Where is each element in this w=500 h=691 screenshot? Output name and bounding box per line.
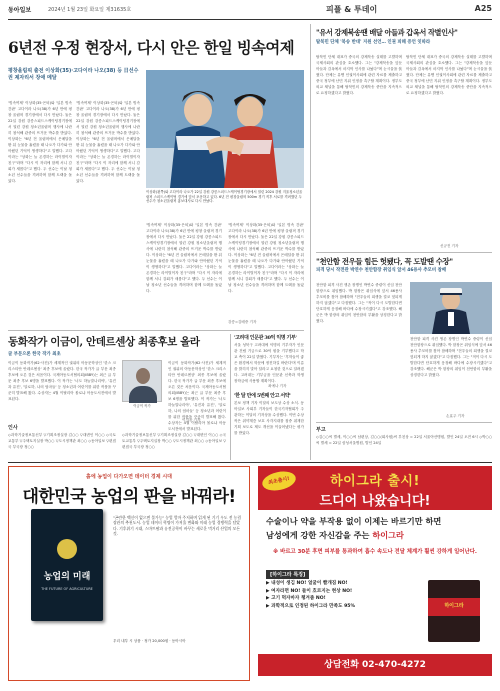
story3-byline: 최예나 기자 xyxy=(268,384,287,388)
feature-list-heading: [하이그라 특징] xyxy=(266,570,309,579)
story2-sub: 글 부문으론 한국 작가 최초 xyxy=(8,352,61,357)
book-subtitle: THE FUTURE OF AGRICULTURE xyxy=(41,587,93,591)
story5-headline: "유서 강제북송땐 배달 아들과 갑옥서 작별인사" xyxy=(316,28,458,37)
story2-byline: 이지윤 기자 xyxy=(182,418,201,422)
story6-body-col-2: 천안함 피격 사건 생존 장병인 박연수 중령이 신임 천안함장으로 취임했다. 박 함장은 취임식에 앞서 46용사 추모비를 찾아 참배하며 "전우들의 희생을 결코 헛되게 하지 않겠다"고 다짐했다. 그는 "적이 다시 도발한다면 단호하게 응징해 바다에 수장시키겠다"고 강조했다. 해군은 박 함장의 취임이 천안함의 부활을 상징한다고 밝혔다. xyxy=(410,337,492,377)
skaters-embrace-photo xyxy=(146,70,304,188)
story5-sub: 탈북민 단체 '북송 반대' 지원 선언… 인권 피해 증언 잇따라 xyxy=(316,40,431,45)
main-headline: 6년전 우정 현장서, 다시 안은 한일 빙속여제 xyxy=(8,39,294,57)
banner-line-1: 하이그라 출시! xyxy=(330,474,420,489)
author-photo-caption: 이금이 작가 xyxy=(133,404,151,408)
book-cover xyxy=(31,509,103,621)
ad-headline-2-brand: 하이그라 xyxy=(372,530,404,540)
story2-headline: 동화작가 이금이, 안데르센상 최종후보 올라 xyxy=(8,336,200,348)
column-divider xyxy=(310,24,311,460)
new-release-badge: 최초출시! xyxy=(261,469,298,494)
list-item: ▶ 고기 먹자마자 챙겨줌 NO! xyxy=(266,596,326,602)
ad-description: "곤란한 백신이 없으면 불가능" 농업 엄마 주저하며 읽게 된 기기 우도 전 농림 장관의 추천도서. 농업 데이터 혁명이 가져올 변화와 미래 농업 경쟁력을 담았다. 기후위기 시대, 스마트팜과 유전공학이 바꾸는 새로운 먹거리 산업의 모든 것. xyxy=(113,515,242,537)
commander-photo xyxy=(410,282,492,334)
list-item: ▶ 내성이 생김 NO! 얼굴이 빨개짐 NO! xyxy=(266,581,348,586)
main-body-col-4: '빙속여제' 이상화(35·은퇴)와 '일본 빙속 간판' 고다이라 나오(38)가 6년 만에 평창 올림픽 경기장에서 다시 만났다. 둘은 22일 강원 강릉스피드스케이팅경기장에서 열린 강원 청소년올림픽 행사에 나란히 참석해 관중의 뜨거운 박수를 받았다. 이상화는 "6년 전 올림픽에서 은메달을 딴 뒤 눈물을 흘렸을 때 나오가 다가와 안아줬던 기억이 생생하다"고 말했다. 고다이라는 "상화는 늘 존경하는 라이벌이자 친구"라며 "다시 이 자리에 함께 서니 감회가 새롭다"고 했다. 두 선수는 이날 청소년 선수들을 격려하며 함께 트랙을 돌았다. xyxy=(228,223,304,293)
story5-body-col-2: 탈북민 단체 대표가 중국의 강제북송 실태를 고발하며 국제사회의 관심을 호소했다. 그는 "강제북송을 앞둔 아들과 감옥에서 마지막 인사를 나눴다"며 눈시울을 붉혔다. 단체는 유엔 인권이사회에 관련 자료를 제출하고 중국 정부에 난민 지위 인정을 촉구할 계획이다. 정부도 외교 채널을 통해 탈북민의 강제북송 중단을 지속적으로 요청하겠다고 밝혔다. xyxy=(406,55,492,95)
right-divider xyxy=(316,252,492,253)
section-title: 피플 & 투데이 xyxy=(326,5,378,14)
main-body-col-1: '빙속여제' 이상화(35·은퇴)와 '일본 빙속 간판' 고다이라 나오(38)가 6년 만에 평창 올림픽 경기장에서 다시 만났다. 둘은 22일 강원 강릉스피드스케이팅경기장에서 열린 강원 청소년올림픽 행사에 나란히 참석해 관중의 뜨거운 박수를 받았다. 이상화는 "6년 전 올림픽에서 은메달을 딴 뒤 눈물을 흘렸을 때 나오가 다가와 안아줬던 기억이 생생하다"고 말했다. 고다이라는 "상화는 늘 존경하는 라이벌이자 친구"라며 "다시 이 자리에 함께 서니 감회가 새롭다"고 했다. 두 선수는 이날 청소년 선수들을 격려하며 함께 트랙을 돌았다. xyxy=(8,101,72,183)
story4-headline: '한 달 만에 5번째 안고 서약' xyxy=(234,393,291,399)
page-number: A25 xyxy=(474,4,492,13)
main-body-col-3: '빙속여제' 이상화(35·은퇴)와 '일본 빙속 간판' 고다이라 나오(38)가 6년 만에 평창 올림픽 경기장에서 다시 만났다. 둘은 22일 강원 강릉스피드스케이팅경기장에서 열린 강원 청소년올림픽 행사에 나란히 참석해 관중의 뜨거운 박수를 받았다. 이상화는 "6년 전 올림픽에서 은메달을 딴 뒤 눈물을 흘렸을 때 나오가 다가와 안아줬던 기억이 생생하다"고 말했다. 고다이라는 "상화는 늘 존경하는 라이벌이자 친구"라며 "다시 이 자리에 함께 서니 감회가 새롭다"고 했다. 두 선수는 이날 청소년 선수들을 격려하며 함께 트랙을 돌았다. xyxy=(146,223,222,293)
naval-officer-photo xyxy=(410,282,492,334)
feature-list xyxy=(266,580,416,610)
main-lead: 평창올림픽 출전 이상화(35)·고다이라 나오(38) 등 日선수권 제자리서 장애 메달 xyxy=(8,68,139,82)
story3-body: 서울 성북구 고려대에 익명의 기부자가 인문관 건립 기금으로 30억 원을 기부했다고 학교 측이 22일 밝혔다. 기부자는 '후학들이 좋은 환경에서 학문에 정진하길 바란다'며 이름을 밝히지 말아 달라고 요청한 것으로 알려졌다. 고려대는 기부금을 인문관 신축과 학생 장학금에 사용할 계획이다. xyxy=(234,343,304,383)
story3-headline: '고려대 인문관 30억 익명 기부' xyxy=(234,335,297,341)
author-photo xyxy=(122,360,162,402)
book-advertisement[interactable] xyxy=(8,466,250,681)
ad-tagline: 흙에 농업이 다가오면 데이터 경제 시대 xyxy=(86,474,172,480)
phone-number[interactable]: 상담전화 02-470-4272 xyxy=(258,654,492,676)
product-package xyxy=(428,580,480,642)
story6-headline: "천안함 전우들 힘든 헛됐다, 꼭 도발땐 수장" xyxy=(316,257,453,266)
ad-pitch: ※ 바르고 30분 후면 피부를 통과하여 흡수 속도나 전달 체계가 훨씬 강하게 일어난다. xyxy=(273,549,477,555)
story4-body: 본보 정책 기자 이달의 보도상 수상 소식. 동아일보 사회부 기자들이 한국기자협회가 주관하는 이달의 기자상을 수상했다. 이번 수상작은 취약계층 보호 사각지대를 집중 취재한 기획 보도로 제도 개선을 이끌어냈다는 평가를 받았다. xyxy=(234,401,304,435)
story6-sub: 피격 당시 작전관 박연수 천안함장 취임식 앞서 46용사 추모비 참배 xyxy=(316,268,447,273)
ad-headline-2 xyxy=(266,530,404,541)
ad-rule xyxy=(8,462,492,463)
product-advertisement[interactable] xyxy=(258,466,492,681)
ad-banner xyxy=(258,466,492,510)
main-photo xyxy=(146,70,304,188)
people-body-2: ◇과학기술정보통신부 ▽기획조정실장 김○○ ▽대변인 이○○ ◇국토교통부 ▽주택토지실장 박○○ ▽도시정책관 최○○ ◇동아일보 ▽편집국 부국장 정○○ xyxy=(122,433,226,449)
masthead xyxy=(8,3,492,17)
column-divider-small xyxy=(230,334,231,460)
people-body: ◇과학기술정보통신부 ▽기획조정실장 김○○ ▽대변인 이○○ ◇국토교통부 ▽주택토지실장 박○○ ▽도시정책관 최○○ ◇동아일보 ▽편집국 부국장 정○○ xyxy=(8,433,116,449)
main-byline: 강릉=김배중 기자 xyxy=(228,320,257,324)
story2-body-col-1: 이금이 동화작가(62·사진)가 세계적인 권위의 아동문학상인 '한스 크리스티안 안데르센상' 최종 후보에 올랐다. 한국 작가가 글 부문 최종 후보에 오른 것은 처음이다. 국제아동도서협의회(IBBY)는 최근 글 부문 최종 후보 6명을 발표했다. 이 작가는 '너도 하늘말나리야', '유진과 유진', '알로하, 나의 엄마들' 등 청소년과 어린이를 위한 작품을 꾸준히 발표해 왔다. 수상자는 4월 이탈리아 볼로냐 아동도서전에서 발표된다. xyxy=(8,361,116,401)
ad-headline-2-a: 남성에게 강한 자신감을 주는 xyxy=(266,530,373,540)
book-title: 농업의 미래 xyxy=(43,572,91,582)
story6-byline: 손효주 기자 xyxy=(446,414,465,418)
ad-headline-1: 수술이나 약을 부작용 없이 이제는 바르기만 하면 xyxy=(266,516,442,526)
list-item: ▶ 여자라면 NO! 들이 흐르지는 현상 NO! xyxy=(266,588,353,594)
main-photo-caption: 이상화(왼쪽)와 고다이라 나오가 22일 강원 강릉스피드스케이팅경기장에서 열린 2024 강원 겨울청소년올림픽 스피드스케이팅 경기에 앞서 포옹하고 있다. 6년 전 평창올림픽 500m 경기 직후 서로를 격려했던 두 선수가 청소년올림픽 홍보대사로 다시 만났다. xyxy=(146,190,303,204)
people-tag: 인사 xyxy=(8,425,18,431)
list-item: ▶ 과학적으로 인정된 하이그라 만족도 95% xyxy=(266,603,356,609)
right-divider-2 xyxy=(316,422,492,423)
story2-body-col-2: 이금이 동화작가(62·사진)가 세계적인 권위의 아동문학상인 '한스 크리스티안 안데르센상' 최종 후보에 올랐다. 한국 작가가 글 부문 최종 후보에 오른 것은 처음이다. 국제아동도서협의회(IBBY)는 최근 글 부문 최종 후보 6명을 발표했다. 이 작가는 '너도 하늘말나리야', '유진과 유진', '알로하, 나의 엄마들' 등 청소년과 어린이를 위한 작품을 꾸준히 발표해 왔다. 수상자는 4월 이탈리아 볼로냐 아동도서전에서 발표된다. xyxy=(168,361,226,431)
sun-icon xyxy=(57,539,77,559)
main-body-col-2: '빙속여제' 이상화(35·은퇴)와 '일본 빙속 간판' 고다이라 나오(38)가 6년 만에 평창 올림픽 경기장에서 다시 만났다. 둘은 22일 강원 강릉스피드스케이팅경기장에서 열린 강원 청소년올림픽 행사에 나란히 참석해 관중의 뜨거운 박수를 받았다. 이상화는 "6년 전 올림픽에서 은메달을 딴 뒤 눈물을 흘렸을 때 나오가 다가와 안아줬던 기억이 생생하다"고 말했다. 고다이라는 "상화는 늘 존경하는 라이벌이자 친구"라며 "다시 이 자리에 함께 서니 감회가 새롭다"고 했다. 두 선수는 이날 청소년 선수들을 격려하며 함께 트랙을 돌았다. xyxy=(76,101,140,183)
issue-date: 2024년 1월 23일 화요일 제31635호 xyxy=(48,7,132,13)
banner-line-2: 드디어 나왔습니다! xyxy=(319,494,431,509)
ad-title: 대한민국 농업의 판을 바꿔라! xyxy=(22,487,236,507)
publication-name: 동아일보 xyxy=(8,7,32,14)
package-label: 하이그라 xyxy=(444,603,464,609)
section-divider xyxy=(8,330,304,331)
notice-tag: 부고 xyxy=(316,427,326,433)
top-rule xyxy=(8,19,492,20)
ad-footer: 우리 내부 시 상품 · 정가 20,000원 · 동아시아 xyxy=(113,639,186,643)
story5-body-col-1: 탈북민 단체 대표가 중국의 강제북송 실태를 고발하며 국제사회의 관심을 호소했다. 그는 "강제북송을 앞둔 아들과 감옥에서 마지막 인사를 나눴다"며 눈시울을 붉혔다. 단체는 유엔 인권이사회에 관련 자료를 제출하고 중국 정부에 난민 지위 인정을 촉구할 계획이다. 정부도 외교 채널을 통해 탈북민의 강제북송 중단을 지속적으로 요청하겠다고 밝혔다. xyxy=(316,55,402,95)
story6-body-col-1: 천안함 피격 사건 생존 장병인 박연수 중령이 신임 천안함장으로 취임했다. 박 함장은 취임식에 앞서 46용사 추모비를 찾아 참배하며 "전우들의 희생을 결코 헛되게 하지 않겠다"고 다짐했다. 그는 "적이 다시 도발한다면 단호하게 응징해 바다에 수장시키겠다"고 강조했다. 해군은 박 함장의 취임이 천안함의 부활을 상징한다고 밝혔다. xyxy=(316,283,402,323)
notice-body: ◇김○○씨 별세, 이○○씨 남편상, 김○○(회사원)씨 부친상 = 22일 서울아산병원, 발인 24일 오전 6시 ◇박○○씨 별세 = 22일 삼성서울병원, 발인 24일 xyxy=(316,435,492,445)
story5-byline: 신규진 기자 xyxy=(440,244,459,248)
